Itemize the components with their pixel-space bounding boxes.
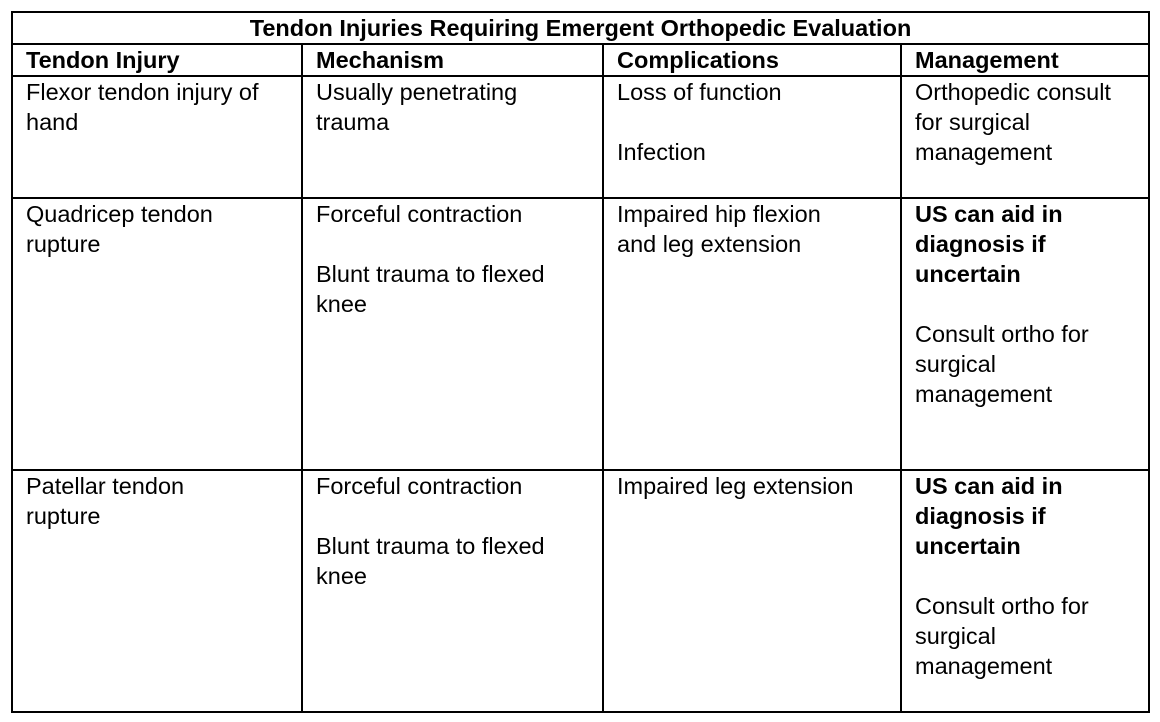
cell-management <box>901 470 1149 712</box>
cell-text: Impaired hip flexion <box>617 201 821 227</box>
cell-text-bold: diagnosis if <box>915 231 1046 257</box>
cell-text: Usually penetrating <box>316 79 518 105</box>
cell-text: and leg extension <box>617 231 802 257</box>
cell-text: surgical <box>915 351 996 377</box>
cell-text-bold: US can aid in <box>915 201 1063 227</box>
cell-text-bold: uncertain <box>915 261 1021 287</box>
column-header-management: Management <box>901 44 1149 76</box>
cell-complications <box>603 198 901 470</box>
cell-text: management <box>915 381 1053 407</box>
column-header-mechanism: Mechanism <box>302 44 603 76</box>
cell-text: Infection <box>617 139 706 165</box>
cell-text: Impaired leg extension <box>617 473 854 499</box>
tendon-injuries-table <box>11 11 1150 713</box>
cell-text: Loss of function <box>617 79 782 105</box>
cell-text: trauma <box>316 109 390 135</box>
title-row <box>12 12 1149 44</box>
cell-text: rupture <box>26 503 101 529</box>
column-header-complications: Complications <box>603 44 901 76</box>
cell-text: surgical <box>915 623 996 649</box>
table-row <box>12 76 1149 198</box>
cell-text: knee <box>316 291 367 317</box>
header-row <box>12 44 1149 76</box>
cell-text: Forceful contraction <box>316 201 523 227</box>
cell-text: hand <box>26 109 79 135</box>
cell-tendon-injury <box>12 198 302 470</box>
cell-complications <box>603 76 901 198</box>
cell-text: Consult ortho for <box>915 321 1089 347</box>
cell-text: Blunt trauma to flexed <box>316 261 545 287</box>
table-row <box>12 198 1149 470</box>
cell-text-bold: US can aid in <box>915 473 1063 499</box>
cell-text-bold: diagnosis if <box>915 503 1046 529</box>
table-row <box>12 470 1149 712</box>
cell-complications <box>603 470 901 712</box>
cell-text: management <box>915 653 1053 679</box>
cell-text: Quadricep tendon <box>26 201 213 227</box>
cell-tendon-injury <box>12 76 302 198</box>
cell-mechanism <box>302 76 603 198</box>
cell-management <box>901 198 1149 470</box>
cell-mechanism <box>302 198 603 470</box>
cell-management <box>901 76 1149 198</box>
cell-tendon-injury <box>12 470 302 712</box>
cell-text: for surgical <box>915 109 1030 135</box>
cell-text: knee <box>316 563 367 589</box>
cell-text: Forceful contraction <box>316 473 523 499</box>
cell-text: Blunt trauma to flexed <box>316 533 545 559</box>
cell-text: Consult ortho for <box>915 593 1089 619</box>
cell-text: management <box>915 139 1053 165</box>
cell-text-bold: uncertain <box>915 533 1021 559</box>
cell-mechanism <box>302 470 603 712</box>
table-title: Tendon Injuries Requiring Emergent Orthopedic Evaluation <box>12 12 1149 44</box>
cell-text: Flexor tendon injury of <box>26 79 259 105</box>
column-header-tendon-injury: Tendon Injury <box>12 44 302 76</box>
cell-text: Orthopedic consult <box>915 79 1111 105</box>
cell-text: Patellar tendon <box>26 473 185 499</box>
cell-text: rupture <box>26 231 101 257</box>
